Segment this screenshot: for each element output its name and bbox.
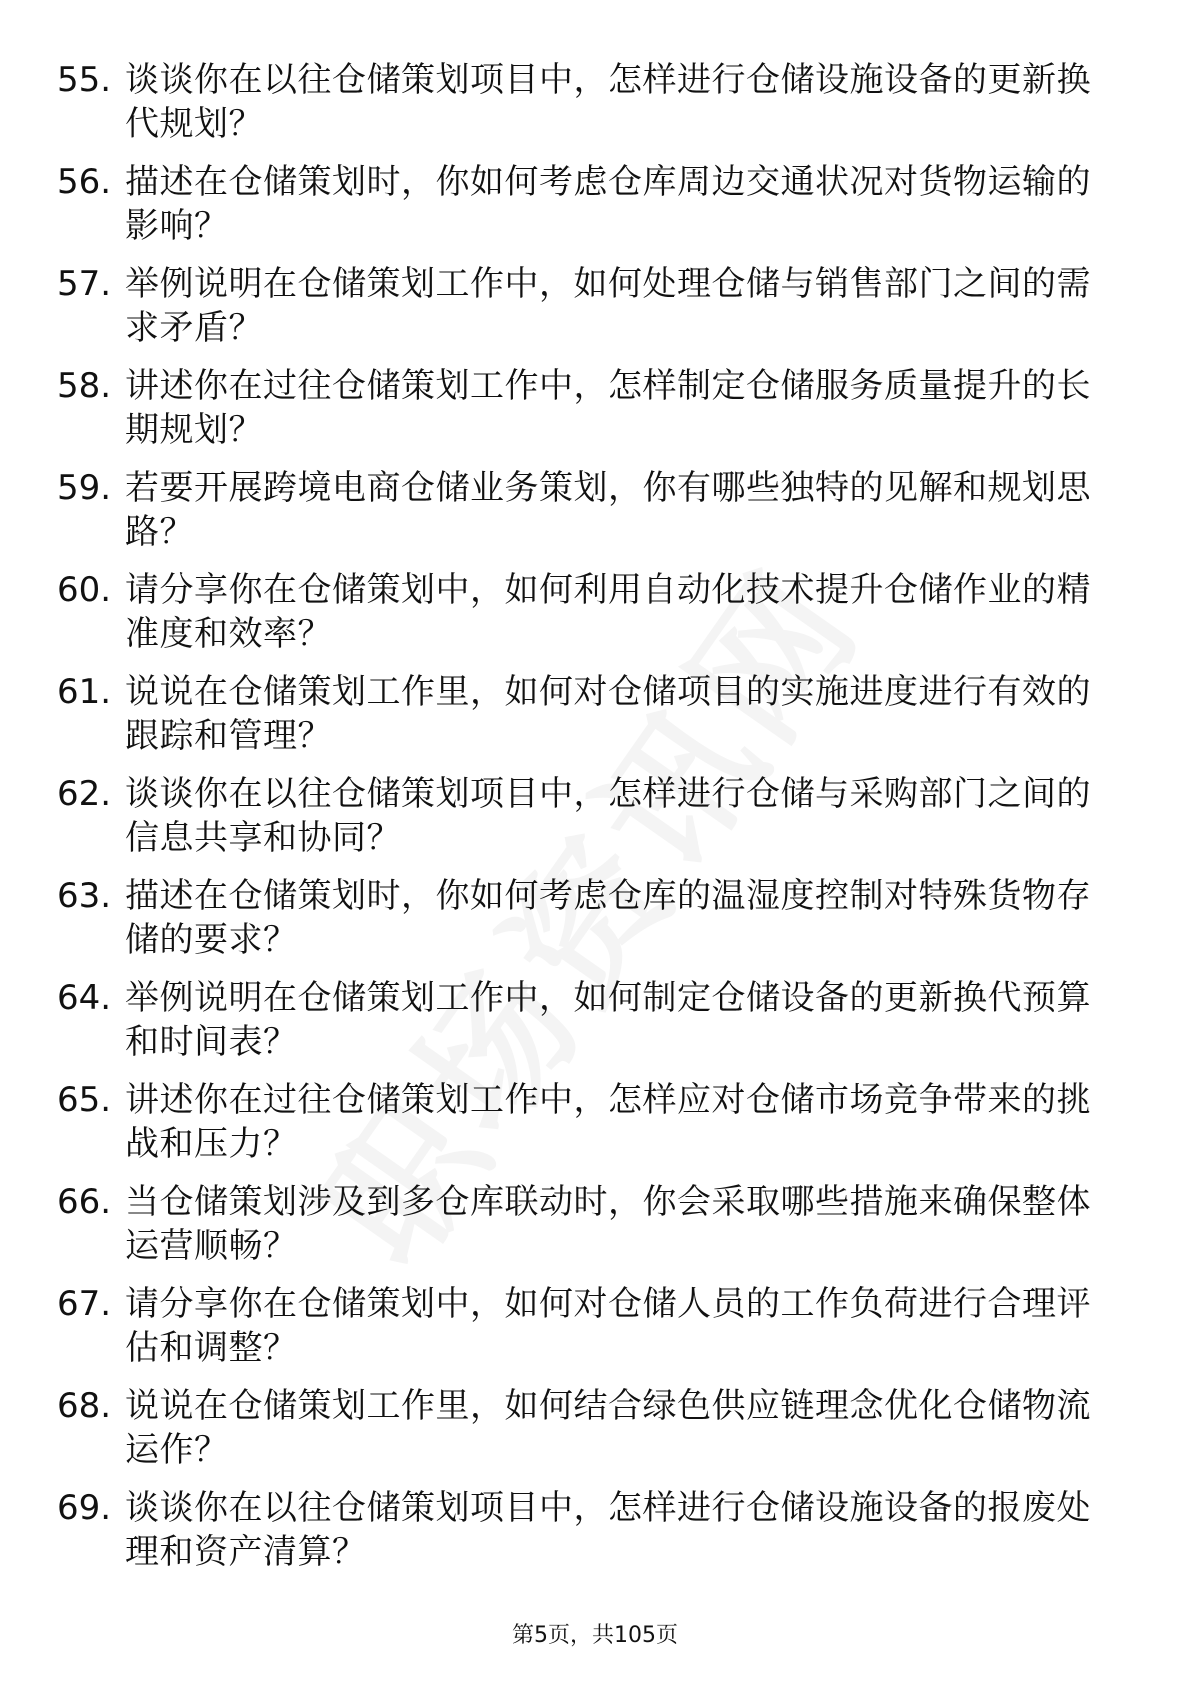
question-text: 当仓储策划涉及到多仓库联动时，你会采取哪些措施来确保整体运营顺畅？ bbox=[125, 1182, 1091, 1266]
question-number: 56. bbox=[57, 162, 112, 202]
question-number: 59. bbox=[57, 468, 112, 508]
question-text: 说说在仓储策划工作里，如何对仓储项目的实施进度进行有效的跟踪和管理？ bbox=[125, 672, 1091, 756]
question-text: 说说在仓储策划工作里，如何结合绿色供应链理念优化仓储物流运作？ bbox=[125, 1386, 1091, 1470]
question-item bbox=[0, 254, 1190, 356]
question-number: 60. bbox=[57, 570, 112, 610]
question-item bbox=[0, 968, 1190, 1070]
question-text: 举例说明在仓储策划工作中，如何制定仓储设备的更新换代预算和时间表？ bbox=[125, 978, 1091, 1062]
question-number: 64. bbox=[57, 978, 112, 1018]
question-number: 66. bbox=[57, 1182, 112, 1222]
page-info: 第5页，共105页 bbox=[512, 1623, 678, 1648]
question-text: 描述在仓储策划时，你如何考虑仓库周边交通状况对货物运输的影响？ bbox=[125, 162, 1091, 246]
question-text: 请分享你在仓储策划中，如何对仓储人员的工作负荷进行合理评估和调整？ bbox=[125, 1284, 1091, 1368]
question-text: 讲述你在过往仓储策划工作中，怎样制定仓储服务质量提升的长期规划？ bbox=[125, 366, 1091, 450]
question-text: 讲述你在过往仓储策划工作中，怎样应对仓储市场竞争带来的挑战和压力？ bbox=[125, 1080, 1091, 1164]
question-text: 若要开展跨境电商仓储业务策划，你有哪些独特的见解和规划思路？ bbox=[125, 468, 1091, 552]
question-text: 谈谈你在以往仓储策划项目中，怎样进行仓储设施设备的更新换代规划？ bbox=[125, 60, 1091, 144]
question-text: 谈谈你在以往仓储策划项目中，怎样进行仓储与采购部门之间的信息共享和协同？ bbox=[125, 774, 1091, 858]
question-item bbox=[0, 662, 1190, 764]
question-list bbox=[0, 50, 1190, 1580]
question-item bbox=[0, 356, 1190, 458]
question-text: 谈谈你在以往仓储策划项目中，怎样进行仓储设施设备的报废处理和资产清算？ bbox=[125, 1488, 1091, 1572]
question-text: 请分享你在仓储策划中，如何利用自动化技术提升仓储作业的精准度和效率？ bbox=[125, 570, 1091, 654]
question-item bbox=[0, 1376, 1190, 1478]
question-item bbox=[0, 50, 1190, 152]
question-text: 举例说明在仓储策划工作中，如何处理仓储与销售部门之间的需求矛盾？ bbox=[125, 264, 1091, 348]
question-item bbox=[0, 1172, 1190, 1274]
question-item bbox=[0, 152, 1190, 254]
question-number: 62. bbox=[57, 774, 112, 814]
question-number: 57. bbox=[57, 264, 112, 304]
question-number: 69. bbox=[57, 1488, 112, 1528]
question-item bbox=[0, 1478, 1190, 1580]
question-number: 58. bbox=[57, 366, 112, 406]
question-text: 描述在仓储策划时，你如何考虑仓库的温湿度控制对特殊货物存储的要求？ bbox=[125, 876, 1091, 960]
question-item bbox=[0, 458, 1190, 560]
question-number: 65. bbox=[57, 1080, 112, 1120]
question-number: 61. bbox=[57, 672, 112, 712]
page-footer bbox=[0, 1618, 1190, 1649]
question-number: 67. bbox=[57, 1284, 112, 1324]
question-number: 63. bbox=[57, 876, 112, 916]
question-item bbox=[0, 1070, 1190, 1172]
question-number: 68. bbox=[57, 1386, 112, 1426]
question-number: 55. bbox=[57, 60, 112, 100]
question-item bbox=[0, 764, 1190, 866]
question-item bbox=[0, 866, 1190, 968]
question-item bbox=[0, 560, 1190, 662]
question-item bbox=[0, 1274, 1190, 1376]
